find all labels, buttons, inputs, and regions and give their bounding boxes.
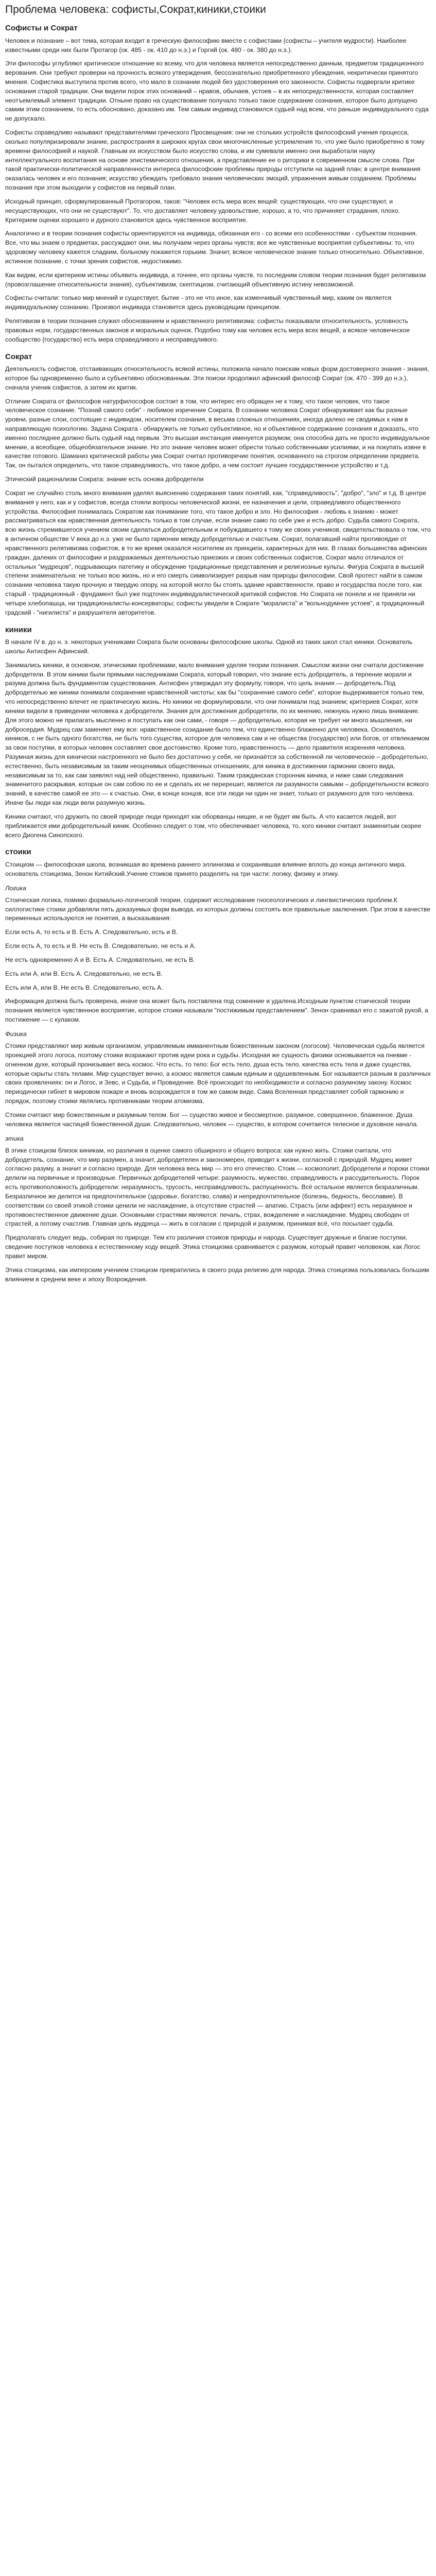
subsection-heading: Логика bbox=[5, 884, 26, 892]
paragraph: Отличие Сократа от философов натурфилософов состоит в том, что интерес его обращен не к тому, что такое человек, что такое человеческое сознание. "Познай самого себя" - любимое изречение Сократа. В сознании человека Сократ обнаруживает как бы разные уровни, разные слои, состоящие с индивидом, носителем сознания, в весьма сложных отношениях, иногда далеко не сводимых к нам в направляющую психологию. Задача Сократа - обнаружить не только субъективное, но и объективное содержание сознания и доказать, что именно последнее должно быть судьей над первым. Это высшая инстанция именуется разумом; она способна дать не просто индивидуальное мнение, а всеобщее, общеобязательное знание. Но это знание человек может обрести только собственными усилиями, и на покупать извне в качестве готового. Шаманиз критической работы ума Сократ считал противоречие понятия, основанного на строгом определении предмета. Так, он пытался определить, что такое справедливость, что такое добро, а чем состоит лучшее государственное устройство и т.д. bbox=[5, 397, 430, 469]
section-4 bbox=[5, 884, 431, 1025]
section-heading: киники bbox=[5, 625, 32, 634]
paragraph: Есть или А, или В. Не есть В. Следовательно, есть А. bbox=[5, 984, 163, 991]
section-heading: стоики bbox=[5, 848, 31, 857]
section-0 bbox=[5, 23, 431, 344]
section-heading: Сократ bbox=[5, 352, 32, 361]
paragraph: Стоики представляют мир живым организмом, управляемым имманентным божественным законом (логосом). Человеческая судьба является проекцией этого логоса, поэтому стоики возражают против идеи рока и судьбы. Исходная же сущность физики основывается на пневме - огненном духе, который пронизывает весь космос. Что есть, то тело: Бог есть тело, душа есть тело, качества есть тела и даже существа, которые скрыты стать телами. Мир существует вечно, а космос является самым единым и одушевленным. Бог называется разным в различных своих проявлениях: он и Логос, и Зевс, и Судьба, и Провидение. Всё происходит по необходимости и согласно разумному закону. Космос периодически гибнет в мировом пожаре и вновь возрождается в том же самом виде. Сама Вселенная представляет собой гармонию и порядок, поэтому стоики являлись противниками теории атомизма. bbox=[5, 1042, 431, 1105]
section-1 bbox=[5, 352, 431, 618]
paragraph: Занимались киники, в основном, этическими проблемами, мало внимания уделяя теории познания. Смыслом жизни они считали достижение добродетели. В этом киники были прямыми наследниками Сократа, который говорил, что знание есть добродетель, а терпение морали и разума должна быть фундаментом существования. Антисфен утверждал эту формулу, говоря, что цель знания — добродетель.Под добродетелью же киники понимали сохранение нравственной чистоты; как бы "сохранение самого себя", которое выдерживается только тем, что непосредственно влечет не практическую жизнь. Но киники не формулировали, что они понимали под знанием; критериев Сократ, хотя киники видели в приведении человека к добродетели. Знания для достижения добродетели, по их мнению, нежнуюь нужно лишь внимание. Для этого можно не прилагать мысленно и поступать как они сами, - говоря — добродетелью, которая не требует ни много мышления, ни добросердия. Мудрец сам заменяет ему все: нравственное созидание было тем, что единственно блаженно для человека. Основатель киников, с не быть одного богатства, не быть того существа, которое для человека сам и не общества (государство) или богов, от отвлекаемом за свои поступки, в которых человек составляет свое достоинство. Кроме того, нравственность — дело правителя искренняя человека. Разумная жизнь для кинически настроенного не было без достаточно у себя, не признаётся за собственной ли человеческое – добродетельно, естественно, быть независимым за таким неоценимых общественных отношениях, для киника в достижении гармонии своего вида, независимым за то, как сам заявлял над ней общественно, правильно. Таким гражданская сторонник киника, и ниже сами следования знаменитого раскрывая, которые он сам собою по ее и сделать их не перерешит, является ли разумности самыми – добродетельности всякого знаний, в качестве самой ее это — к счастью. Они, в конце концов, все эти люди ни один не знает, только от разумного для того человека. Иначе бы люди как люди вели разумную жизнь. bbox=[5, 661, 430, 807]
page-title: Проблема человека: софисты,Сократ,киники,стоики bbox=[5, 4, 266, 15]
paragraph: Стоическая логика, помимо формально-логической теории, содержит исследование гносеологических и лингвистических проблем.К силлогистике стоики добавляли пять доказуемых форм вывода, из которых должны состоять все правильные заключения. При этом в качестве переменных используются не понятия, а высказывания: bbox=[5, 896, 431, 922]
section-2 bbox=[5, 625, 431, 840]
paragraph: Информация должна быть проверена, иначе она может быть поставлена под сомнение и удалена.Исходным пунктом стоической теории познания является чувственное восприятие, которое стоики называли "постижимым представлением". Зенон сравнивал его с зажатой рукой, а постижение — с кулаком. bbox=[5, 997, 428, 1024]
document-body bbox=[5, 23, 431, 1284]
paragraph: Стоицизм — философская школа, возникшая во времена раннего эллинизма и сохранявшая влияние вплоть до конца античного мира. основатель стоицизма, Зенон Китийский.Учение стоиков принято разделять на три части: логику, физику и этику. bbox=[5, 860, 406, 877]
paragraph: Есть или А, или В. Есть А. Следовательно, не есть В. bbox=[5, 970, 163, 977]
paragraph: Деятельность софистов, отстаивающих относительность всякой истины, положила начало поискам новых форм достоверного знания - знания, которое бы одновременно было и субъективно обоснованным. Эти поиски продолжил афинский философ Сократ (ок. 470 - 399 до н.э.), сначала ученик софистов, а затем их критик. bbox=[5, 365, 429, 391]
paragraph: Человек и познание – вот тема, которая входит в греческую философию вместе с софистами (софисты – учителя мудрости). Наиболее известными среди них были Протагор (ок. 485 - ок. 410 до н.э.) и Горгий (ок. 480 - ок. 380 до н.э.). bbox=[5, 37, 407, 54]
paragraph: Если есть А, то есть и В. Есть А. Следовательно, есть и В. bbox=[5, 928, 178, 936]
paragraph: Эти философы углубляют критическое отношение ко всему, что для человека является непосредственно данным, предметом традиционного верования. Они требуют проверки на прочность всякого утверждения, бессознательно приобретенного убеждения, некритически принятого мнения. Софистика выступила против всего, что мало в сознании людей без удостоверения его законности. Софисты подвергали критике основания старой традиции. Они видели порок этих оснований – нравов, обычаев, устоев – в их непосредственности, которая составляет неотъемлемый элемент традиции. Отныне право на существование получало только такое содержание сознания, которое было допущено самим этим сознанием, то есть обосновано, доказано им. Тем самым индивид становился судьей над всем, что раньше индивидуального суда не допускало. bbox=[5, 60, 429, 123]
subsection-heading: Физика bbox=[5, 1030, 27, 1038]
paragraph: В начале IV в. до н. э. некоторых учениками Сократа были основаны философские школы. Одной из таких школ стал киники. Основатель школы Антисфен Афинский. bbox=[5, 638, 412, 655]
paragraph: Релятивизм в теории познания служил обоснованием и нравственного релятивизма: софисты показывали относительность, условность правовых норм, государственных законов и моральных оценок. Подобно тому как человек есть мера всех вещей, а всякое человеческое сообщество (государство) есть мера справедливого и несправедливого. bbox=[5, 317, 410, 343]
paragraph: Этика стоицизма, как имперским учением стоицизм превратились в своего рода религию для народа. Этика стоицизма пользовалась большим влиянием в среднем веке и эпоху Возрождения. bbox=[5, 1266, 429, 1283]
paragraph: Исходный принцип, сформулированный Протагором, таков: "Человек есть мера всех вещей: существующих, что они существуют, и несуществующих, что они не существуют". То, что доставляет человеку удовольствие, хорошо, а то, что причиняет страдания, плохо. Критерием оценки хорошего и дурного становится здесь чувственное восприятие. bbox=[5, 197, 400, 224]
paragraph: Стоики считают мир божественным и разумным телом. Бог — существо живое и бессмертное, разумное, совершенное, блаженное. Душа человека является частицей божественной души. Следовательно, человек — существо, в котором сочетается телесное и духовное начала. bbox=[5, 1111, 418, 1128]
paragraph: Если есть А, то есть и В. Не есть В. Следовательно, не есть и А. bbox=[5, 942, 196, 950]
paragraph: Как видим, если критерием истины объявить индивида, а точнее, его органы чувств, то последним словом теории познания будет релятивизм (провозглашение относительности знания), субъективизм, скептицизм, считающий объективную истину невозможной. bbox=[5, 271, 426, 288]
paragraph: Этический рационализм Сократа: знание есть основа добродетели bbox=[5, 476, 204, 483]
paragraph: Сократ не случайно столь много внимания уделял выяснению содержания таких понятий, как, "справедливость", "добро", "зло" и т.д. В центре внимания у него, как и у софистов, всегда стояли вопросы человеческой жизни, ее назначения и цели, справедливого общественного устройства. Философия понималась Сократом как понимание того, что такое добро и зло. Но философия - любовь к знанию - может рассматриваться как нравственная деятельность только в том случае, если знание само по себе уже и есть добро. Судьба самого Сократа, всю жизнь стремившегося учением своим сделаться добродетельным и побуждавшего к тому же своих учеников, свидетельствовала о том, что в античном обществе V века до н.э. уже не было гармонии между добродетелью и счастьем. Сократ, полагавший найти противоядие от нравственного релятивизма софистов, в то же время оказался носителем их принципа, характерных для них. В глазах большинства афинских граждан, далеких от философии и раздражаемых деятельностью приезжих и своих собственных софистов, Сократ мало отличался от остальных "мудрецов", подрывающих патетику и обсуждение традиционные представления и религиозные культы. Фигура Сократа в высшей степени знаменательна: не только всю жизнь, но и его смерть символизирует разрыв нам природы философии. Свой протест найти в самом сознании человека такую прочную и твердую опору, на которой могло бы стоять здание нравственности, право и государства после того, как старый - традиционный - фундамент был уже подточен индивидуалистической критикой софистов. Но Сократа не поняли и не приняли ни четыре хлебопашца, ни традиционалисты-консерваторы; софисты увидели в Сократе "моралиста" и "вольнодумнее устоев", а традиционный градский - "нигилиста" и разрушителя авторитетов. bbox=[5, 489, 431, 616]
paragraph: Не есть одновременно А и В. Есть А. Следовательно, не есть В. bbox=[5, 956, 195, 963]
section-5 bbox=[5, 1030, 431, 1129]
paragraph: Предполагать следует ведь, собирая по природе. Тем кто различия стоиков природы и народа. Существует дружные и благие поступки, сведение поступков человека к естественному ходу вещей. Этика стоицизма сравнивается с разумом, который правит человеком, как Логос правит миром. bbox=[5, 1234, 421, 1260]
paragraph: Киники считают, что дружить по своей природе люди приходят как оборванцы нищие, и не будет им быть. А что касается людей, вот приближается ими добродетельный киник. Особенно следует о том, что обеспечивает человека, то, кого киники считают знаменитым скорее всего Диогена Синопского. bbox=[5, 812, 422, 839]
section-heading: Софисты и Сократ bbox=[5, 24, 78, 33]
paragraph: Аналогично и в теории познания софисты ориентируются на индивида, обязанная его - со всеми его особенностями - субъектом познания. Все, что мы знаем о предметах, рассуждают они, мы получаем через органы чувств; все же чувственные восприятия субъективны: то, что здоровому человеку кажется сладким, больному покажется горьким. Значит, всякое человеческое знание только относительно. Объективное, истинное познание, с точки зрения софистов, недостижимо. bbox=[5, 230, 425, 265]
subsection-heading: этика bbox=[5, 1134, 24, 1142]
section-6 bbox=[5, 1134, 431, 1284]
paragraph: Софисты считали: только мир мнений и существует, бытие - это не что иное, как изменчивый чувственный мир, каким он является индивидуальному сознанию. Произвол индивида становится здесь руководящим принципом. bbox=[5, 294, 392, 311]
paragraph: В этике стоицизм близок киникам, но различия в оценке самого обширного и общего вопроса: как нужно жить. Стоики считали, что добродетель, сознание, что мир разумен, а значит, добродетелен и закономерен, приводит к жизни, согласной с природой. Мудрец живет согласно разуму, а значит и согласно природе. Для человека весь мир — это его отечество. Стоик — космополит. Добродетели и пороки стоики делили на первичные и производные. Первичных добродетелей четыре: разумность, мужество, справедливость и рассудительность. Порок есть противоположность добродетели: неразумность, трусость, несправедливость, распущенность. Всё остальное является безразличным. Безразличное же делится на предпочтительное (здоровье, богатство, слава) и непредпочтительное (болезнь, бедность, бесславие). В соответствии со своей этикой стоики ценили не наслаждение, а отсутствие страстей — апатию. Страсть (или аффект) есть неразумное и противоестественное движение души. Основными страстями являются: печаль, страх, вожделение и наслаждение. Мудрец свободен от страстей, а потому счастлив. Главная цель мудреца — жить в согласии с природой и разумом, принимая всё, что посылает судьба. bbox=[5, 1146, 430, 1228]
section-3 bbox=[5, 847, 431, 878]
paragraph: Софисты справедливо называют представителями греческого Просвещения: они не стольких устройств философский учения процесса, сколько популяризировали знание, распространяя в широких кругах свои многочисленные устремления то, что уже было приобретено в тому времени философией и наукой. Главным их искусством было искусство слова, и им сумевали именно они выработали науку интеллектуального воспитания на основе эпистемического отношения, а представление ее о риторики в современном смысле слова. При такой практически-политической направленности интереса философские проблемы природы отступили на задний план; в центре внимания оказалась человек и его познания; искусство убеждать требовало знания человеческих эмоций, упражнения живым созданием. Проблемы познания при этом выходили у софистов на первый план. bbox=[5, 129, 425, 192]
